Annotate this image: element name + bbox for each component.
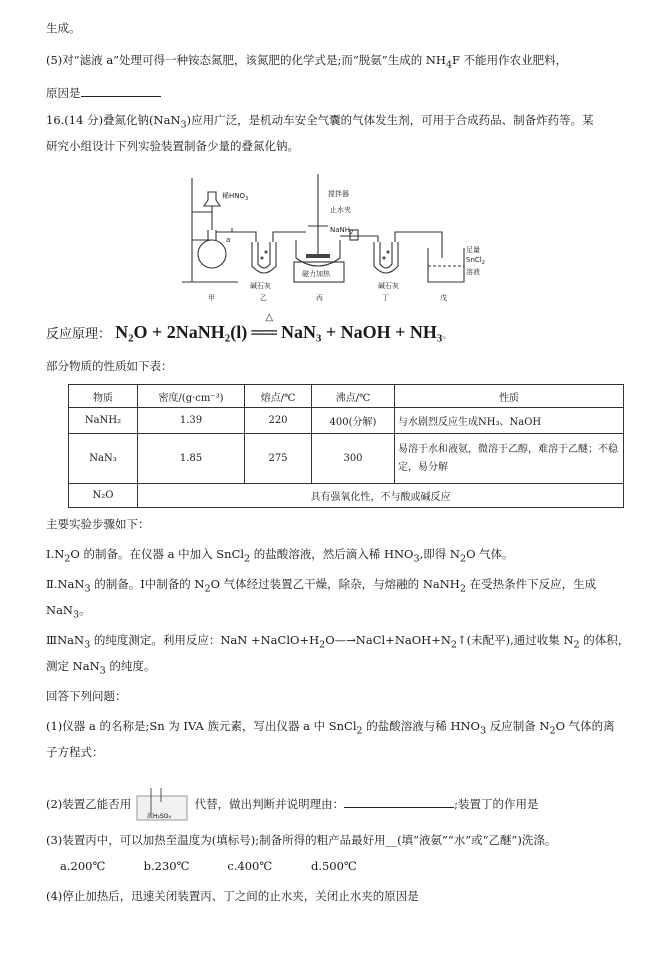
question-16-title: 16.(14 分)叠氮化钠(NaN$_3$)应用广泛，是机动车安全气囊的气体发生剂，可用于合成药品、制备炸药等。某 (46, 113, 594, 131)
step-3: ⅢNaN$_3$ 的纯度测定。利用反应：NaN $+NaClO+H_2O—\to NaCl+NaOH+N_2↑$(未配平),通过收集 $N_2$ 的体积， (46, 633, 630, 651)
question-3-options (60, 858, 391, 874)
question-16-intro: 研究小组设计下列实验装置制备少量的叠氮化钠。 (46, 139, 299, 153)
step-2: Ⅱ.NaN$_3$ 的制备。Ⅰ中制备的 $N_2O$ 气体经过装置乙干燥，除杂，与熔融的 NaNH$_2$ 在受热条件下反应，生成 (46, 577, 597, 595)
table-row: NaNH₂ 1.39 220 400(分解) 与水剧烈反应生成NH₃、NaOH (69, 408, 624, 434)
properties-table (68, 384, 624, 508)
svg-text:溶液: 溶液 (466, 268, 480, 276)
question-5: (5)对“滤液 a”处理可得一种铵态氮肥，该氮肥的化学式是;而“脱氨”生成的 $NH_4F$ 不能用作农业肥料， (46, 53, 568, 71)
question-2: (2)装置乙能否用 浓H₂SO₄ 代替，做出判断并说明理由： ;装置丁的作用是 (46, 788, 538, 822)
option-b[interactable]: b.230℃ (143, 859, 190, 873)
svg-text:止水夹: 止水夹 (330, 206, 351, 214)
question-3: (3)装置丙中，可以加热至温度为(填标号);制备所得的粗产品最好用__(填“液氨”“水”或“乙醚”)洗涤。 (46, 833, 557, 847)
step-3-cont: 测定 NaN$_3$ 的纯度。 (46, 659, 156, 677)
question-4: (4)停止加热后，迅速关闭装置丙、丁之间的止水夹，关闭止水夹的原因是 (46, 889, 419, 903)
svg-text:磁力加热: 磁力加热 (302, 270, 330, 278)
props-intro: 部分物质的性质如下表： (46, 359, 173, 373)
option-c[interactable]: c.400℃ (227, 859, 273, 873)
svg-text:SnCl2: SnCl$_2$ (466, 256, 485, 266)
step-2-cont: NaN$_3$。 (46, 603, 91, 621)
reaction-equation: 反应原理： N₂O + 2NaNH₂(l) △ ══ NaN₃ + NaOH + NH₃。 (46, 312, 452, 342)
svg-text:碱石灰: 碱石灰 (250, 282, 271, 290)
step-1: $Ⅰ.N_2O$ 的制备。在仪器 a 中加入 SnCl$_2$ 的盐酸溶液，然后滴入稀 $HNO_3$,即得 $N_2O$ 气体。 (46, 547, 514, 565)
svg-text:浓H₂SO₄: 浓H₂SO₄ (146, 813, 171, 820)
svg-text:丙: 丙 (316, 294, 323, 302)
svg-text:甲: 甲 (208, 294, 215, 302)
table-row: N₂O 具有强氧化性，不与酸或碱反应 (69, 484, 624, 508)
svg-text:搅拌器: 搅拌器 (328, 190, 349, 198)
table-header-row: 物质 密度/(g·cm⁻³) 熔点/℃ 沸点/℃ 性质 (69, 385, 624, 408)
svg-text:足量: 足量 (466, 246, 480, 254)
question-5-reason: 原因是 (46, 84, 161, 101)
answer-blank[interactable] (344, 795, 454, 808)
svg-text:丁: 丁 (382, 294, 389, 302)
question-1: (1)仪器 a 的名称是;Sn 为 IVA 族元素，写出仪器 a 中 SnCl$_2$ 的盐酸溶液与稀 $HNO_3$ 反应制备 $N_2O$ 气体的离 (46, 719, 615, 737)
svg-text:稀HNO3: 稀$HNO_3$ (222, 192, 249, 202)
svg-text:戊: 戊 (440, 294, 447, 302)
option-a[interactable]: a.200℃ (60, 859, 106, 873)
svg-text:碱石灰: 碱石灰 (378, 282, 399, 290)
text-line: 生成。 (46, 21, 81, 35)
answer-blank[interactable] (81, 84, 161, 97)
svg-text:NaNH2: NaNH$_2$ (330, 226, 354, 236)
svg-text:乙: 乙 (260, 294, 267, 302)
svg-text:a: a (226, 236, 231, 244)
steps-intro: 主要实验步骤如下： (46, 517, 150, 531)
table-row: NaN₃ 1.85 275 300 易溶于水和液氨，微溶于乙醇，难溶于乙醚；不稳定，易分解 (69, 434, 624, 484)
question-1-cont: 子方程式： (46, 745, 104, 759)
option-d[interactable]: d.500℃ (310, 859, 357, 873)
apparatus-diagram (178, 170, 492, 302)
questions-intro: 回答下列问题： (46, 689, 127, 703)
gas-washing-bottle-image (135, 788, 191, 822)
